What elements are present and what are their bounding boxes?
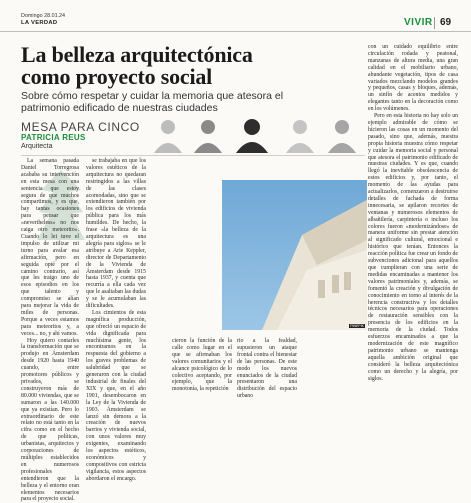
column-3-paragraph-1: cieron la función de la calle como lugar en el que se afirmaban los valores comunitarios y el alcance psicológico de lo colectivo aceptando, por ejemplo, que la monotonía, la repetición [172,338,232,393]
header-rule [21,155,365,156]
section-label: VIVIR [404,17,433,28]
article-headline [21,44,321,88]
column-4-paragraph-1: rio a la fealdad, supusieron un ataque frontal contra el bienestar de las personas. De este modo los nuevos enunciados de la ciudad presentaron una distribución del espacio urbano [237,338,297,400]
portraits-illustration [150,115,362,153]
newspaper-name: LA VERDAD [21,20,58,26]
body-column-4 [237,338,297,400]
column-5-paragraph-2: Pero en esta historia no hay solo un ejemplo admirable de cómo se hicieron las cosas en un momento del pasado, sino que, además, nuestra propia historia muestra cómo respetar y cuidar la memoria social y personal que atesora el patrimonio edificado de nuestras ciudades. Y es que, cuando llegó la inevitable obsolescencia de estos edificios y, por tanto, el momento de las ayudas para actualizarlos, comenzaron a destruirse detalles de fachada de forma innecesaria, se apilaron recortes de ventanas y numerosos elementos de albañilería, carpintería o incluso los colores fueron «modernizándose» de manera uniforme sin prestar atención al significado cultural, emocional e histórico que tenían. Entonces la reacción política fue crear un fondo de subvenciones adicional para aquellos que cumplieran con una serie de medidas encaminadas a mantener los valores patrimoniales y, además, se fomentó la creación y divulgación de conocimiento en torno al interés de la herencia constructiva y los detalles técnicos necesarios para operaciones de restauración sensibles con la presencia de los edificios en la memoria de la ciudad. Todos esfuerzos encaminados a que la modernización de este magnífico patrimonio urbano se mantenga aquella ambición original que consideró la belleza arquitectónica como un derecho y la alegría, por siglos. [368,113,458,382]
body-column-5 [368,44,458,396]
article-subtitle: Sobre cómo respetar y cuidar la memoria que atesora el patrimonio edificado de nuestras ciudades [21,90,284,114]
column-2-paragraph-2: Los cimientos de esta magnífica producción, que ofreció un espacio de vida dignificada para muchísima gente, los encontramos en la respuesta del gobierno a los graves problemas de salubridad que se generaron con la ciudad industrial de finales del XIX y que, en el año 1901, desembocaron en la Ley de la Vivienda de 1903. Ámsterdam se lanzó sin demora a la creación de nuevos barrios y vivienda social, con unos valores muy exigentes, examinando los aspectos estéticos, económicos y compositivos con estricta vigilancia, estos aspectos abordaron el encargo. [86,309,146,482]
body-column-3 [172,338,232,396]
article-photo [222,180,367,330]
headline-line-1: La belleza arquitectónica [21,42,253,67]
masthead-rule [0,31,471,32]
column-1-paragraph-1: La semana pasada Daniel Torregrosa acababa su intervención en esta mesa con una sentencia que estoy segura de que muchos compartimos, y es que, hay tantas ocasiones para pensar que «nevertheless» no nos caiga otro meteorito». Cuando lo lei tuve el impulso de utilizar mi turno para avalar esa afirmación, pero en seguida opté por el camino contrario, así que les traigo uno de esos episodios en los que talento y compromiso se alían para mejorar la vida de miles de personas. Porque a veces estamos para meteoritos y, a veces... no, y ahí vamos. [21,158,79,337]
photo-credit: PINEPIK [350,324,364,328]
architecture-photo [222,180,367,330]
body-column-2 [86,158,146,482]
body-column-1 [21,158,79,503]
section-divider [434,17,435,29]
issue-date: Domingo 28.01.24 [21,13,66,19]
author-role: Arquitecta [21,143,53,150]
page-number: 69 [440,17,452,28]
author-name: PATRICIA REUS [21,133,86,142]
column-1-paragraph-2: Hoy quiero contarles la transformación que se produjo en Ámsterdam desde 1920 hasta 1940 cuando, entre promotores públicos y privados, se construyeron más de 80.000 viviendas, que se sumaron a las 140.000 que ya existían. Pero lo extraordinario de este relato no está tanto en la cifra como en el hecho de que políticas, urbanistas, arquitectos y corporaciones de múltiples establecidos en numerosos profesionales entendieron que la belleza y el entorno eran elementos necesarios para el proyecto social. [21,337,79,503]
columnist-portraits [150,115,362,153]
column-name: MESA PARA CINCO [21,120,140,134]
column-5-paragraph-1: con un cuidado equilibrio entre circulación rodada y peatonal, manzanas de altura media, una gran calidad en el mobiliario urbano, abundante vegetación, tipos de casa variados mezclando modelos grandes y pequeños, casas y bloques, además, un sinfín de acentos medidos y elegantes tanto en la decoración como en los volúmenes. [368,44,458,113]
headline-line-2: como proyecto social [21,64,213,89]
column-2-paragraph-1: se trabajaba en que los valores estéticos de la arquitectura no quedaran restringidos a las villas de las clases acomodadas, sino que se extendieron también por los edificios de vivienda pública para los más humildes. De hecho, la frase «la belleza de la arquitectura es una alegría para siglos» se le atribuye a Arie Keppler, director de Departamento de la Vivienda de Ámsterdam desde 1915 hasta 1937, y cuenta que recurría a ella cada vez que le asaltaban las dudas y se le acumulaban las dificultades. [86,158,146,310]
